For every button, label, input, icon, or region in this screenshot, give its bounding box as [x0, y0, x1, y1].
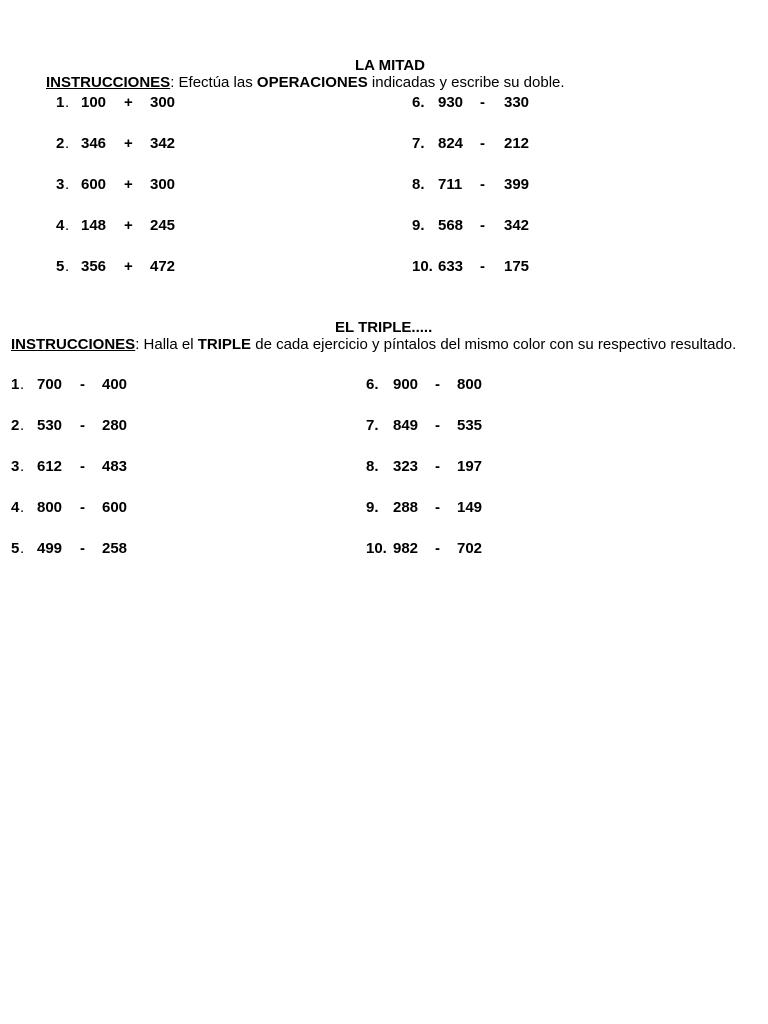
number-dot: . — [65, 258, 70, 275]
operator: - — [480, 176, 485, 193]
operand-a: 148 — [81, 217, 107, 234]
operand-a: 288 — [393, 499, 419, 516]
operand-b: 197 — [457, 458, 483, 475]
operand-b: 342 — [150, 135, 176, 152]
section1-instructions — [46, 74, 565, 91]
operand-a: 800 — [37, 499, 63, 516]
exercise-number: 3 — [11, 458, 20, 475]
instructions-text-b: indicadas y escribe su doble. — [367, 74, 565, 91]
operand-a: 849 — [393, 417, 419, 434]
operand-a: 323 — [393, 458, 419, 475]
exercise-number: 10. — [412, 258, 433, 275]
section2-instructions — [11, 336, 736, 353]
instructions-label: INSTRUCCIONES — [11, 336, 136, 353]
operand-b: 483 — [102, 458, 128, 475]
operand-a: 356 — [81, 258, 107, 275]
operand-a: 711 — [438, 176, 463, 193]
exercise-number: 7. — [412, 135, 425, 152]
operand-b: 472 — [150, 258, 176, 275]
operator: + — [124, 135, 133, 152]
operand-a: 612 — [37, 458, 63, 475]
operand-a: 600 — [81, 176, 107, 193]
exercise-number: 5 — [11, 540, 20, 557]
operator: - — [80, 458, 85, 475]
number-dot: . — [65, 94, 70, 111]
operator: - — [435, 540, 440, 557]
number-dot: . — [20, 417, 25, 434]
exercise-number: 8. — [366, 458, 379, 475]
exercise-number: 8. — [412, 176, 425, 193]
operand-b: 330 — [504, 94, 530, 111]
operator: - — [435, 458, 440, 475]
operand-b: 400 — [102, 376, 128, 393]
exercise-number: 10. — [366, 540, 387, 557]
operand-a: 100 — [81, 94, 107, 111]
exercise-number: 7. — [366, 417, 379, 434]
operand-a: 568 — [438, 217, 464, 234]
operator: - — [435, 376, 440, 393]
operand-a: 900 — [393, 376, 419, 393]
operand-a: 982 — [393, 540, 419, 557]
operand-b: 300 — [150, 176, 176, 193]
exercise-number: 4 — [56, 217, 65, 234]
instructions-bold-word: OPERACIONES — [256, 74, 368, 91]
exercise-number: 9. — [366, 499, 379, 516]
operator: - — [480, 94, 485, 111]
exercise-number: 4 — [11, 499, 20, 516]
operand-a: 930 — [438, 94, 464, 111]
operand-b: 175 — [504, 258, 530, 275]
operand-b: 245 — [150, 217, 176, 234]
operand-a: 530 — [37, 417, 63, 434]
section2-title: EL TRIPLE..... — [335, 319, 433, 336]
operand-a: 700 — [37, 376, 63, 393]
operand-b: 258 — [102, 540, 128, 557]
operator: - — [480, 135, 485, 152]
operator: - — [80, 376, 85, 393]
operator: - — [480, 258, 485, 275]
number-dot: . — [65, 217, 70, 234]
number-dot: . — [20, 376, 25, 393]
instructions-label: INSTRUCCIONES — [46, 74, 171, 91]
operand-b: 280 — [102, 417, 128, 434]
operand-b: 300 — [150, 94, 176, 111]
exercise-number: 9. — [412, 217, 425, 234]
instructions-text-b: de cada ejercicio y píntalos del mismo color con su respectivo resultado. — [251, 336, 737, 353]
instructions-text-a: : Halla el — [135, 336, 198, 353]
operand-b: 600 — [102, 499, 128, 516]
operator: + — [124, 176, 133, 193]
operator: + — [124, 94, 133, 111]
operand-a: 824 — [438, 135, 464, 152]
number-dot: . — [20, 458, 25, 475]
operator: - — [480, 217, 485, 234]
section1-title: LA MITAD — [355, 57, 425, 74]
operand-b: 149 — [457, 499, 483, 516]
operator: + — [124, 258, 133, 275]
operand-b: 535 — [457, 417, 483, 434]
operand-a: 499 — [37, 540, 63, 557]
operand-b: 212 — [504, 135, 530, 152]
exercise-number: 1 — [11, 376, 20, 393]
operator: - — [80, 540, 85, 557]
operator: - — [435, 417, 440, 434]
number-dot: . — [65, 135, 70, 152]
operator: + — [124, 217, 133, 234]
operand-b: 800 — [457, 376, 483, 393]
exercise-number: 1 — [56, 94, 65, 111]
operand-b: 399 — [504, 176, 530, 193]
number-dot: . — [65, 176, 70, 193]
exercise-number: 6. — [412, 94, 425, 111]
operator: - — [80, 417, 85, 434]
exercise-number: 5 — [56, 258, 65, 275]
operator: - — [80, 499, 85, 516]
operand-b: 702 — [457, 540, 483, 557]
exercise-number: 2 — [11, 417, 20, 434]
instructions-bold-word: TRIPLE — [197, 336, 252, 353]
exercise-number: 2 — [56, 135, 65, 152]
instructions-text-a: : Efectúa las — [170, 74, 257, 91]
number-dot: . — [20, 540, 25, 557]
number-dot: . — [20, 499, 25, 516]
exercise-number: 6. — [366, 376, 379, 393]
operand-a: 633 — [438, 258, 464, 275]
exercise-number: 3 — [56, 176, 65, 193]
operand-b: 342 — [504, 217, 530, 234]
operator: - — [435, 499, 440, 516]
operand-a: 346 — [81, 135, 107, 152]
